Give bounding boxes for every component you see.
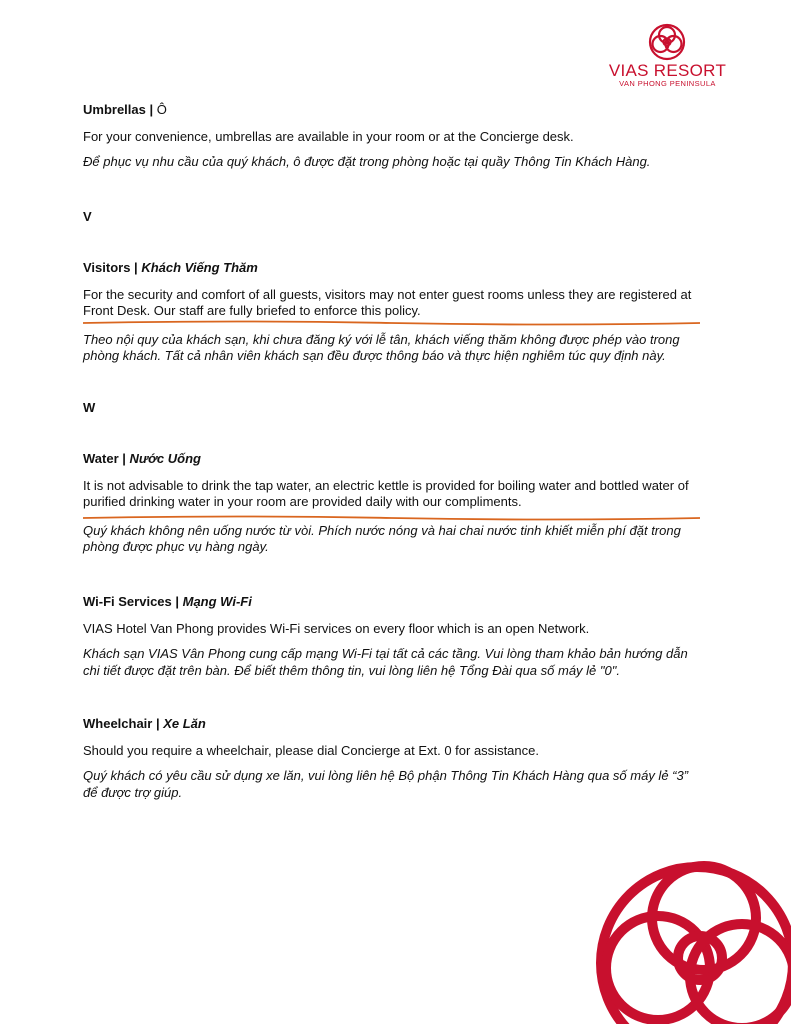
vietnamese-text: Để phục vụ nhu cầu của quý khách, ô được đặt trong phòng hoặc tại quầy Thông Tin Khách Hàng. <box>83 154 651 169</box>
spellcheck-underline <box>83 320 700 326</box>
vietnamese-text: Quý khách không nên uống nước từ vòi. Phích nước nóng và hai chai nước tinh khiết miễn phí đặt trong phòng được phục vụ hàng ngày. <box>83 522 681 554</box>
english-text: Should you require a wheelchair, please dial Concierge at Ext. 0 for assistance. <box>83 742 539 758</box>
brand-tagline: VAN PHONG PENINSULA <box>619 79 716 88</box>
section-wifi <box>83 594 703 679</box>
section-umbrellas <box>83 102 703 171</box>
decorative-flower-icon <box>592 858 791 1024</box>
section-heading: Umbrellas | Ô <box>83 102 167 117</box>
letter-divider-v: V <box>83 209 92 224</box>
english-text: For your convenience, umbrellas are available in your room or at the Concierge desk. <box>83 128 574 144</box>
section-heading: Water | Nước Uống <box>83 451 201 466</box>
vietnamese-text: Quý khách có yêu cầu sử dụng xe lăn, vui lòng liên hệ Bộ phận Thông Tin Khách Hàng qua số máy lẻ “3” để được trợ giúp. <box>83 768 689 800</box>
english-text: It is not advisable to drink the tap water, an electric kettle is provided for boiling water and bottled water of purified drinking water in your room are provided daily with our compliments. <box>83 477 689 509</box>
resort-logo <box>600 22 735 92</box>
english-text: For the security and comfort of all guests, visitors may not enter guest rooms unless they are registered at Front Desk. Our staff are fully briefed to enforce this policy. <box>83 286 692 318</box>
section-heading: Wheelchair | Xe Lăn <box>83 716 206 731</box>
flower-logo-icon <box>647 22 687 62</box>
vietnamese-text: Theo nội quy của khách sạn, khi chưa đăng ký với lễ tân, khách viếng thăm không được phép vào trong phòng khách. Tất cả nhân viên khách sạn đều được thông báo và thực hiện nghiêm túc quy định này. <box>83 331 680 363</box>
letter-divider-w: W <box>83 400 96 415</box>
section-wheelchair <box>83 716 703 801</box>
brand-name: VIAS RESORT <box>608 61 727 80</box>
section-heading: Wi-Fi Services | Mạng Wi-Fi <box>83 594 252 609</box>
section-heading: Visitors | Khách Viếng Thăm <box>83 260 258 275</box>
spellcheck-underline <box>83 515 700 521</box>
vietnamese-text: Khách sạn VIAS Vân Phong cung cấp mạng Wi-Fi tại tất cả các tầng. Vui lòng tham khảo bản hướng dẫn chi tiết được đặt trên bàn. Để biết thêm thông tin, vui lòng liên hệ Tổng Đài qua số máy lẻ "0". <box>83 646 688 678</box>
english-text: VIAS Hotel Van Phong provides Wi-Fi services on every floor which is an open Network. <box>83 620 590 636</box>
section-visitors <box>83 260 703 365</box>
section-water <box>83 451 703 556</box>
